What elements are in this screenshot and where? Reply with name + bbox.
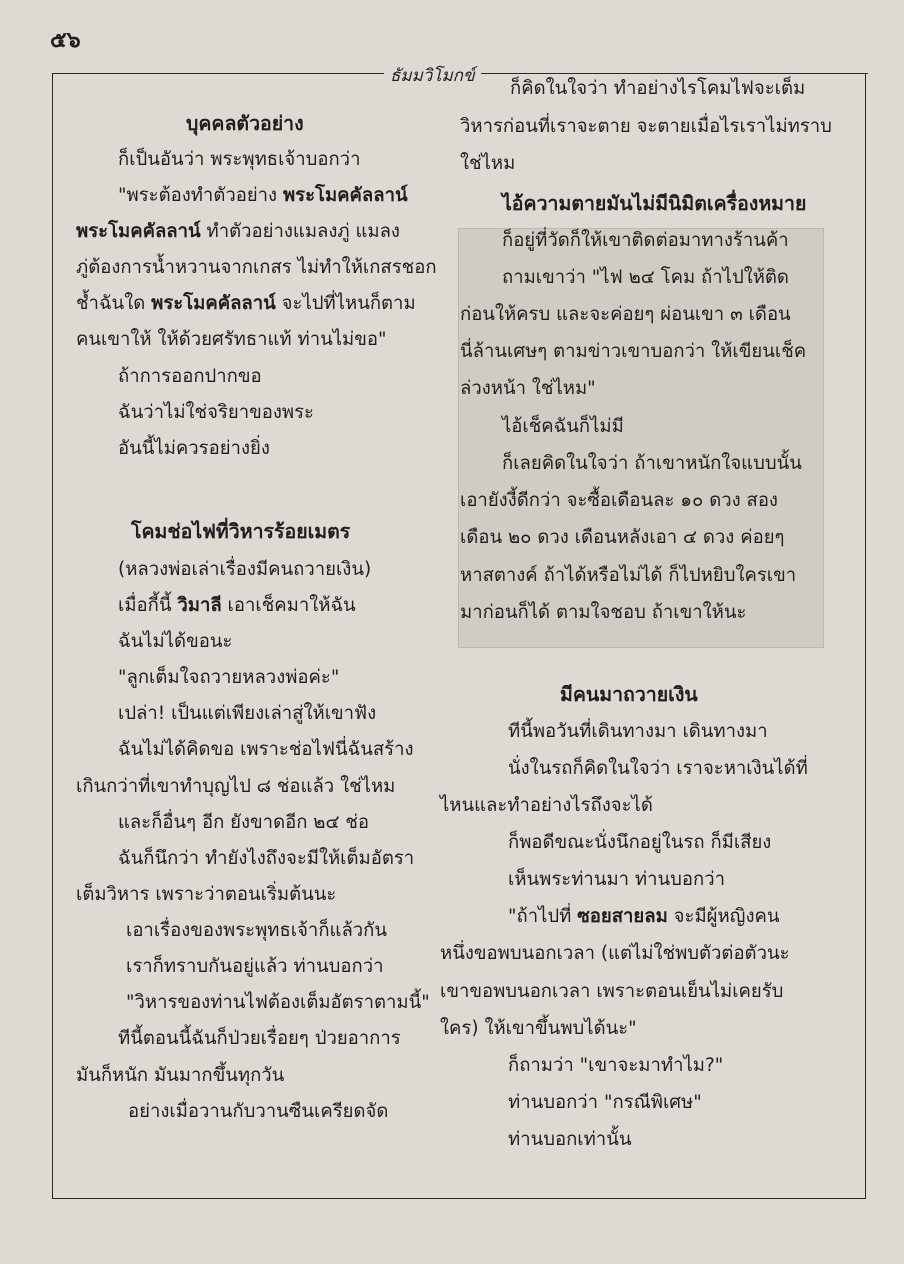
paragraph-line: และก็อื่นๆ อีก ยังขาดอีก ๒๔ ช่อ	[118, 812, 370, 833]
page-number: ๕๖	[50, 28, 81, 53]
paragraph-line: ฉันว่าไม่ใช่จริยาของพระ	[118, 402, 314, 423]
paragraph-line: ช้ำฉันใด พระโมคคัลลาน์ จะไปที่ไหนก็ตาม	[76, 293, 416, 314]
running-head: ธัมมวิโมกข์	[384, 62, 481, 89]
paragraph-line: มันก็หนัก มันมากขึ้นทุกวัน	[76, 1065, 285, 1086]
section-heading: โคมช่อไฟที่วิหารร้อยเมตร	[131, 520, 351, 543]
paragraph-line: เอายังงี้ดีกว่า จะซื้อเดือนละ ๑๐ ดวง สอง	[460, 490, 778, 511]
paragraph-line: ใช่ไหม	[460, 153, 516, 174]
paragraph-line: ล่วงหน้า ใช่ไหม"	[460, 378, 596, 399]
paragraph-line: "ลูกเต็มใจถวายหลวงพ่อค่ะ"	[118, 667, 340, 688]
paragraph-line: "วิหารของท่านไฟต้องเต็มอัตราตามนี้"	[126, 992, 430, 1013]
paragraph-line: "พระต้องทำตัวอย่าง พระโมคคัลลาน์	[118, 185, 408, 206]
paragraph-line: ก็ถามว่า "เขาจะมาทำไม?"	[508, 1055, 724, 1076]
paragraph-line: คนเขาให้ ให้ด้วยศรัทธาแท้ ท่านไม่ขอ"	[76, 329, 387, 350]
paragraph-line: หาสตางค์ ถ้าได้หรือไม่ได้ ก็ไปหยิบใครเขา	[460, 565, 797, 586]
paragraph-line: วิหารก่อนที่เราจะตาย จะตายเมื่อไรเราไม่ทราบ	[460, 116, 832, 137]
paragraph-line: ท่านบอกว่า "กรณีพิเศษ"	[508, 1092, 702, 1113]
paragraph-line: มาก่อนก็ได้ ตามใจชอบ ถ้าเขาให้นะ	[460, 602, 747, 623]
paragraph-line: "ถ้าไปที่ ซอยสายลม จะมีผู้หญิงคน	[508, 906, 780, 927]
paragraph-line: นั่งในรถก็คิดในใจว่า เราจะหาเงินได้ที่	[508, 758, 808, 779]
paragraph-line: เราก็ทราบกันอยู่แล้ว ท่านบอกว่า	[126, 956, 384, 977]
paragraph-line: ฉันไม่ได้คิดขอ เพราะช่อไฟนี่ฉันสร้าง	[118, 739, 414, 760]
paragraph-line: ใคร) ให้เขาขึ้นพบได้นะ"	[440, 1018, 637, 1039]
paragraph-line: เดือน ๒๐ ดวง เดือนหลังเอา ๔ ดวง ค่อยๆ	[460, 527, 785, 548]
paragraph-line: ภู่ต้องการน้ำหวานจากเกสร ไม่ทำให้เกสรชอก	[76, 257, 437, 278]
paragraph-line: เมื่อกี้นี้ วิมาลี เอาเช็คมาให้ฉัน	[118, 595, 356, 616]
paragraph-line: เห็นพระท่านมา ท่านบอกว่า	[508, 869, 725, 890]
paragraph-line: ก็เลยคิดในใจว่า ถ้าเขาหนักใจแบบนั้น	[502, 453, 802, 474]
paragraph-line: ก็เป็นอันว่า พระพุทธเจ้าบอกว่า	[118, 149, 361, 170]
paragraph-line: พระโมคคัลลาน์ ทำตัวอย่างแมลงภู่ แมลง	[76, 221, 400, 242]
paragraph-line: ฉันก็นึกว่า ทำยังไงถึงจะมีให้เต็มอัตรา	[118, 848, 415, 869]
paragraph-line: เปล่า! เป็นแต่เพียงเล่าสู่ให้เขาฟัง	[118, 703, 377, 724]
paragraph-line: ทีนี้พอวันที่เดินทางมา เดินทางมา	[508, 721, 768, 742]
paragraph-line: ท่านบอกเท่านั้น	[508, 1129, 632, 1150]
paragraph-line: ไอ้เช็คฉันก็ไม่มี	[502, 416, 624, 437]
section-heading: บุคคลตัวอย่าง	[186, 112, 304, 135]
paragraph-line: ฉันไม่ได้ขอนะ	[118, 631, 233, 652]
paragraph-line: ก็อยู่ที่วัดก็ให้เขาติดต่อมาทางร้านค้า	[502, 230, 789, 251]
paragraph-line: เกินกว่าที่เขาทำบุญไป ๘ ช่อแล้ว ใช่ไหม	[76, 776, 396, 797]
paragraph-line: เอาเรื่องของพระพุทธเจ้าก็แล้วกัน	[126, 920, 388, 941]
paragraph-line: นี่ล้านเศษๆ ตามข่าวเขาบอกว่า ให้เขียนเช็ค	[460, 341, 807, 362]
section-heading: มีคนมาถวายเงิน	[560, 683, 698, 706]
paragraph-line: ถ้าการออกปากขอ	[118, 366, 262, 387]
paragraph-line: (หลวงพ่อเล่าเรื่องมีคนถวายเงิน)	[118, 559, 372, 580]
paragraph-line: อย่างเมื่อวานกับวานซืนเครียดจัด	[128, 1101, 389, 1122]
paragraph-line: ไหนและทำอย่างไรถึงจะได้	[440, 795, 653, 816]
paragraph-line: อันนี้ไม่ควรอย่างยิ่ง	[118, 438, 270, 459]
section-heading: ไอ้ความตายมันไม่มีนิมิตเครื่องหมาย	[502, 192, 807, 215]
paragraph-line: ทีนี้ตอนนี้ฉันก็ป่วยเรื่อยๆ ป่วยอาการ	[118, 1028, 401, 1049]
paragraph-line: ถามเขาว่า "ไฟ ๒๔ โคม ถ้าไปให้ติด	[502, 267, 789, 288]
paragraph-line: ก็พอดีขณะนั่งนึกอยู่ในรถ ก็มีเสียง	[508, 832, 772, 853]
paragraph-line: หนึ่งขอพบนอกเวลา (แต่ไม่ใช่พบตัวต่อตัวนะ	[440, 943, 790, 964]
paragraph-line: ก่อนให้ครบ และจะค่อยๆ ผ่อนเขา ๓ เดือน	[460, 304, 791, 325]
paragraph-line: ก็คิดในใจว่า ทำอย่างไรโคมไฟจะเต็ม	[510, 78, 806, 99]
paragraph-line: เต็มวิหาร เพราะว่าตอนเริ่มต้นนะ	[76, 884, 337, 905]
paragraph-line: เขาขอพบนอกเวลา เพราะตอนเย็นไม่เคยรับ	[440, 981, 784, 1002]
